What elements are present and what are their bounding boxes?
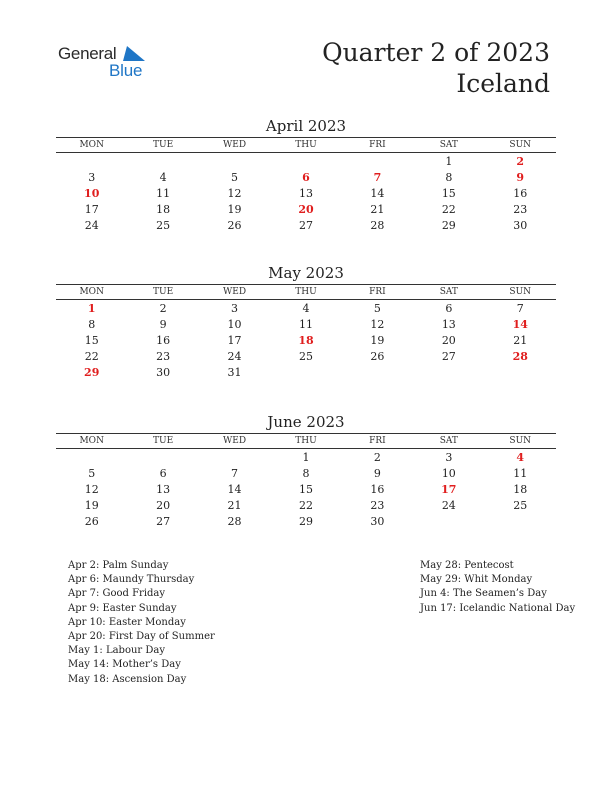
weekday-label: WED (223, 287, 247, 297)
week-row (56, 317, 556, 333)
day-cell: 14 (227, 483, 242, 496)
holiday-day-cell: 18 (298, 334, 314, 347)
weekday-label: MON (79, 436, 104, 446)
quarter-title: Quarter 2 of 2023 (322, 38, 550, 67)
weekday-header (56, 433, 556, 449)
day-cell: 29 (298, 515, 313, 528)
day-cell: 7 (231, 467, 239, 480)
month-title: April 2023 (265, 117, 347, 135)
empty-day-cell (413, 365, 484, 381)
day-cell: 27 (298, 219, 313, 232)
day-cell: 15 (298, 483, 313, 496)
day-cell: 16 (370, 483, 385, 496)
holiday-day-cell: 20 (298, 203, 314, 216)
weekday-label: TUE (153, 140, 174, 150)
day-cell: 30 (370, 515, 385, 528)
day-cell: 16 (513, 187, 528, 200)
empty-day-cell (127, 154, 198, 170)
week-row (56, 186, 556, 202)
logo-text-blue: Blue (109, 61, 143, 80)
day-cell: 21 (227, 499, 242, 512)
holiday-day-cell: 2 (516, 155, 525, 168)
day-cell: 11 (513, 467, 528, 480)
day-cell: 11 (298, 318, 313, 331)
holiday-day-cell: 6 (302, 171, 310, 184)
weekday-label: FRI (369, 436, 386, 446)
day-cell: 3 (231, 302, 239, 315)
day-cell: 8 (302, 467, 310, 480)
weekday-label: WED (223, 436, 247, 446)
day-cell: 17 (84, 203, 99, 216)
day-cell: 2 (373, 451, 381, 464)
holiday-item: May 18: Ascension Day (68, 673, 187, 685)
day-cell: 6 (445, 302, 453, 315)
day-cell: 24 (227, 350, 242, 363)
day-cell: 9 (373, 467, 381, 480)
week-row (56, 482, 556, 498)
weekday-label: FRI (369, 287, 386, 297)
empty-day-cell (127, 450, 198, 466)
weekday-label: THU (295, 287, 317, 297)
day-cell: 2 (159, 302, 167, 315)
day-cell: 26 (370, 350, 385, 363)
day-cell: 15 (441, 187, 456, 200)
holiday-item: Apr 20: First Day of Summer (68, 631, 215, 643)
day-cell: 14 (370, 187, 385, 200)
holiday-item: Jun 17: Icelandic National Day (420, 602, 576, 614)
week-row (56, 202, 556, 218)
day-cell: 10 (227, 318, 242, 331)
holiday-item: Jun 4: The Seamen’s Day (420, 588, 547, 600)
week-row (56, 498, 556, 514)
logo-triangle-icon (123, 46, 145, 62)
day-cell: 26 (84, 515, 99, 528)
day-cell: 3 (88, 171, 96, 184)
empty-day-cell (199, 154, 270, 170)
weekday-label: THU (295, 140, 317, 150)
day-cell: 25 (513, 499, 528, 512)
day-cell: 28 (370, 219, 385, 232)
day-cell: 1 (302, 451, 310, 464)
day-cell: 12 (84, 483, 99, 496)
day-cell: 19 (84, 499, 99, 512)
day-cell: 21 (370, 203, 385, 216)
empty-day-cell (199, 450, 270, 466)
day-cell: 23 (156, 350, 171, 363)
week-row (56, 514, 556, 530)
empty-day-cell (56, 154, 127, 170)
day-cell: 24 (84, 219, 99, 232)
day-cell: 5 (231, 171, 239, 184)
day-cell: 28 (227, 515, 242, 528)
day-cell: 30 (156, 366, 171, 379)
weekday-label: SAT (439, 287, 458, 297)
day-cell: 11 (156, 187, 171, 200)
day-cell: 12 (227, 187, 242, 200)
weekday-label: THU (295, 436, 317, 446)
holiday-day-cell: 7 (373, 171, 382, 184)
holiday-list-right (420, 559, 575, 616)
day-cell: 17 (227, 334, 242, 347)
day-cell: 8 (88, 318, 96, 331)
holiday-day-cell: 28 (512, 350, 528, 363)
day-cell: 19 (370, 334, 385, 347)
holiday-item: Apr 2: Palm Sunday (68, 560, 169, 571)
weekday-label: SUN (509, 436, 532, 446)
day-cell: 13 (298, 187, 313, 200)
day-cell: 16 (156, 334, 171, 347)
day-cell: 12 (370, 318, 385, 331)
empty-day-cell (270, 365, 341, 381)
holiday-list-left (68, 559, 215, 687)
holiday-day-cell: 10 (84, 187, 100, 200)
weekday-label: FRI (369, 140, 386, 150)
holiday-day-cell: 1 (87, 302, 96, 315)
day-cell: 26 (227, 219, 242, 232)
day-cell: 25 (156, 219, 171, 232)
day-cell: 1 (445, 155, 453, 168)
day-cell: 5 (373, 302, 381, 315)
day-cell: 8 (445, 171, 453, 184)
day-cell: 30 (513, 219, 528, 232)
week-row (56, 450, 556, 466)
holiday-item: Apr 7: Good Friday (68, 588, 166, 600)
day-cell: 5 (88, 467, 96, 480)
holiday-item: Apr 10: Easter Monday (68, 616, 186, 628)
day-cell: 20 (156, 499, 171, 512)
week-row (56, 301, 556, 317)
day-cell: 31 (227, 366, 242, 379)
month-calendar (56, 264, 556, 381)
day-cell: 29 (441, 219, 456, 232)
weekday-header (56, 284, 556, 300)
holiday-item: Apr 6: Maundy Thursday (68, 574, 195, 586)
empty-day-cell (485, 365, 556, 381)
weekday-label: TUE (153, 287, 174, 297)
logo-text-general: General (58, 44, 117, 63)
day-cell: 4 (159, 171, 167, 184)
week-row (56, 349, 556, 365)
holiday-item: May 14: Mother’s Day (68, 659, 181, 671)
page-header (322, 37, 550, 99)
day-cell: 22 (84, 350, 99, 363)
weekday-label: MON (79, 140, 104, 150)
weekday-label: MON (79, 287, 104, 297)
month-calendar (56, 413, 556, 530)
empty-day-cell (342, 365, 413, 381)
weekday-label: SAT (439, 436, 458, 446)
weekday-label: SUN (509, 287, 532, 297)
day-cell: 15 (84, 334, 99, 347)
holiday-day-cell: 4 (516, 451, 525, 464)
day-cell: 19 (227, 203, 242, 216)
day-cell: 18 (513, 483, 528, 496)
day-cell: 24 (441, 499, 456, 512)
empty-day-cell (56, 450, 127, 466)
month-calendar (56, 117, 556, 234)
day-cell: 13 (156, 483, 171, 496)
day-cell: 25 (298, 350, 313, 363)
week-row (56, 365, 556, 381)
day-cell: 22 (298, 499, 313, 512)
day-cell: 20 (441, 334, 456, 347)
weekday-label: SUN (509, 140, 532, 150)
day-cell: 23 (513, 203, 528, 216)
week-row (56, 466, 556, 482)
day-cell: 10 (441, 467, 456, 480)
day-cell: 3 (445, 451, 453, 464)
week-row (56, 218, 556, 234)
holiday-day-cell: 17 (441, 483, 457, 496)
empty-day-cell (270, 154, 341, 170)
day-cell: 7 (516, 302, 524, 315)
empty-day-cell (413, 514, 484, 530)
week-row (56, 170, 556, 186)
week-row (56, 154, 556, 170)
day-cell: 4 (302, 302, 310, 315)
empty-day-cell (342, 154, 413, 170)
country-title: Iceland (456, 69, 550, 98)
weekday-label: SAT (439, 140, 458, 150)
holiday-day-cell: 9 (516, 171, 525, 184)
day-cell: 13 (441, 318, 456, 331)
day-cell: 9 (159, 318, 167, 331)
day-cell: 18 (156, 203, 171, 216)
weekday-header (56, 137, 556, 153)
brand-logo (58, 44, 158, 84)
holiday-day-cell: 29 (84, 366, 100, 379)
holiday-item: May 1: Labour Day (68, 645, 165, 657)
holiday-item: May 29: Whit Monday (420, 574, 533, 586)
day-cell: 22 (441, 203, 456, 216)
day-cell: 27 (441, 350, 456, 363)
weekday-label: TUE (153, 436, 174, 446)
day-cell: 6 (159, 467, 167, 480)
day-cell: 27 (156, 515, 171, 528)
holiday-item: May 28: Pentecost (420, 560, 514, 571)
day-cell: 21 (513, 334, 528, 347)
weekday-label: WED (223, 140, 247, 150)
month-title: June 2023 (267, 413, 345, 431)
day-cell: 23 (370, 499, 385, 512)
holiday-item: Apr 9: Easter Sunday (68, 602, 177, 614)
holiday-day-cell: 14 (512, 318, 528, 331)
month-title: May 2023 (268, 264, 344, 282)
empty-day-cell (485, 514, 556, 530)
week-row (56, 333, 556, 349)
